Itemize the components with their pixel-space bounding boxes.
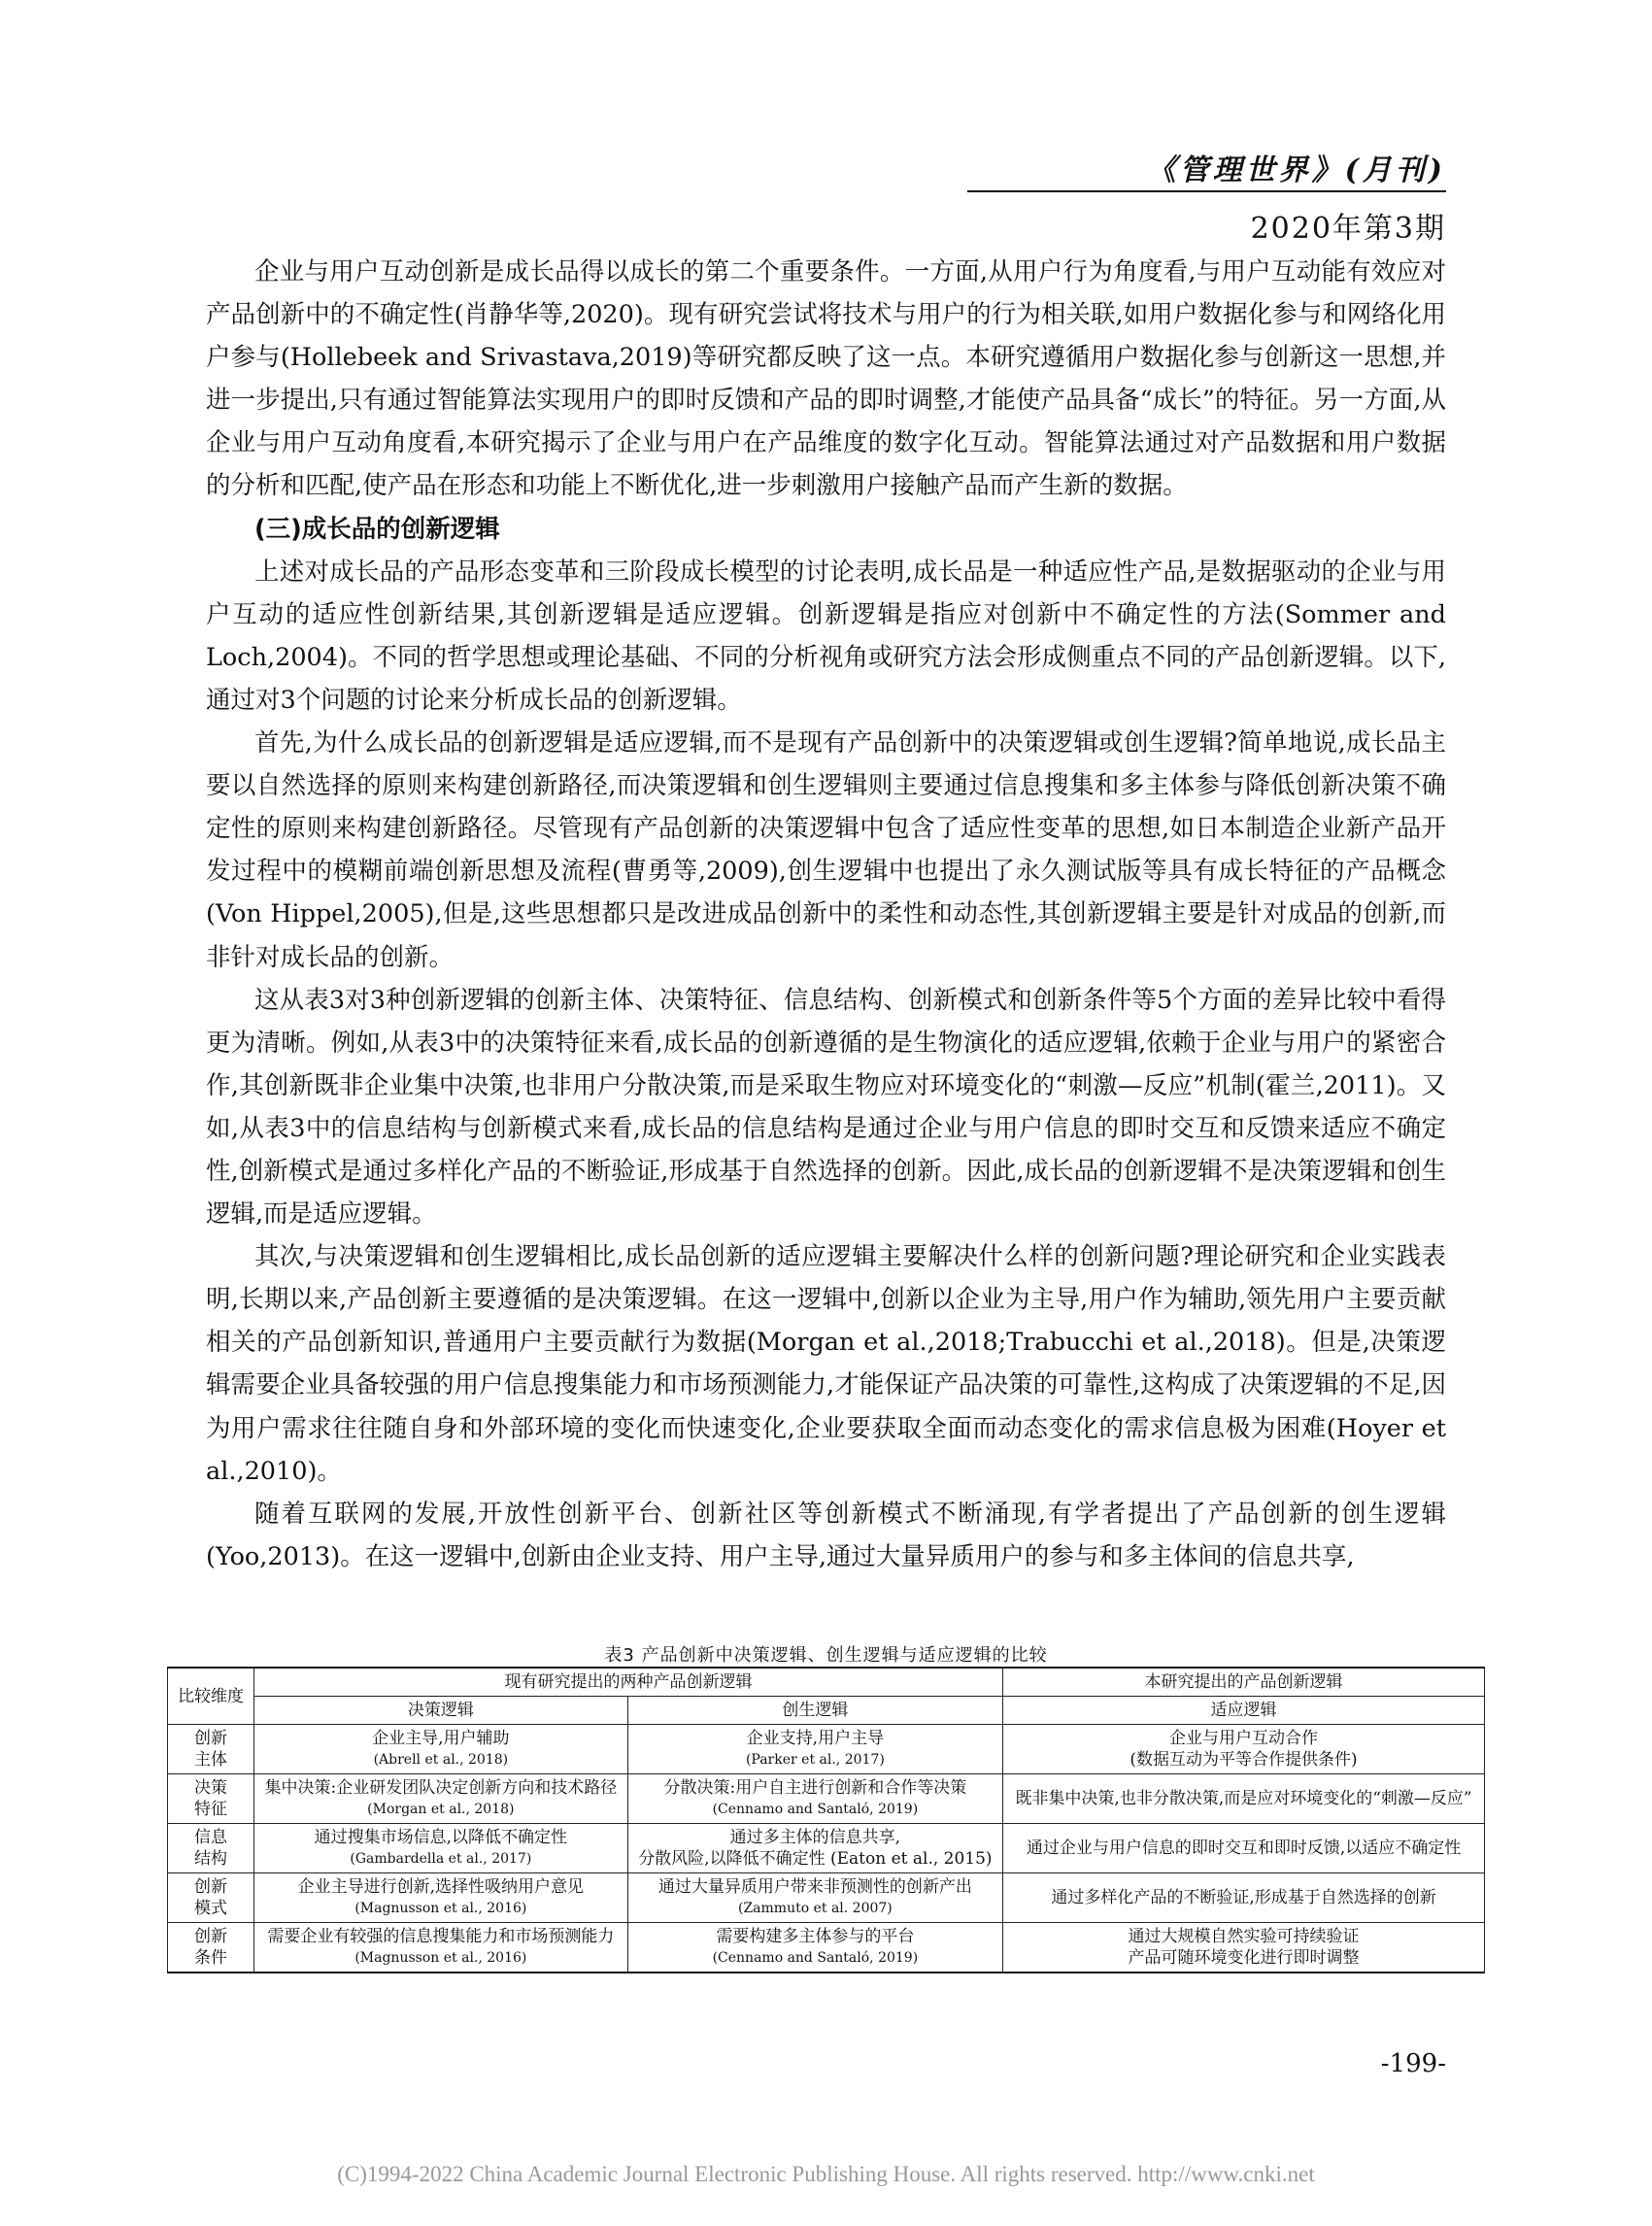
col-header-decision: 决策逻辑 <box>254 1697 628 1725</box>
dim-label: 创新 条件 <box>194 1927 227 1968</box>
adaptive-text: 通过大规模自然实验可持续验证 产品可随环境变化进行即时调整 <box>1128 1927 1360 1968</box>
dim-cell <box>168 1923 254 1973</box>
adaptive-cell <box>1003 1873 1485 1923</box>
decision-text: 企业主导进行创新,选择性吸纳用户意见 <box>297 1877 585 1897</box>
paragraph: 随着互联网的发展,开放性创新平台、创新社区等创新模式不断涌现,有学者提出了产品创新的创生逻辑(Yoo,2013)。在这一逻辑中,创新由企业支持、用户主导,通过大量异质用户的参与和多主体间的信息共享, <box>206 1499 1446 1571</box>
decision-citation: (Magnusson et al., 2016) <box>354 1901 527 1916</box>
adaptive-text: 通过企业与用户信息的即时交互和即时反馈,以适应不确定性 <box>1026 1838 1462 1858</box>
paragraph: 企业与用户互动创新是成长品得以成长的第二个重要条件。一方面,从用户行为角度看,与用户互动能有效应对产品创新中的不确定性(肖静华等,2020)。现有研究尝试将技术与用户的行为相关联,如用户数据化参与和网络化用户参与(Hollebeek and Srivastava,2019)等研究都反映了这一点。本研究遵循用户数据化参与创新这一思想,并进一步提出,只有通过智能算法实现用户的即时反馈和产品的即时调整,才能使产品具备“成长”的特征。另一方面,从企业与用户互动角度看,本研究揭示了企业与用户在产品维度的数字化互动。智能算法通过对产品数据和用户数据的分析和匹配,使产品在形态和功能上不断优化,进一步刺激用户接触产品而产生新的数据。 <box>206 257 1446 501</box>
decision-text: 集中决策:企业研发团队决定创新方向和技术路径 <box>264 1778 618 1798</box>
col-header-adaptive: 适应逻辑 <box>1003 1697 1485 1725</box>
adaptive-text: 通过多样化产品的不断验证,形成基于自然选择的创新 <box>1051 1888 1436 1907</box>
adaptive-cell <box>1003 1923 1485 1973</box>
paragraph: 上述对成长品的产品形态变革和三阶段成长模型的讨论表明,成长品是一种适应性产品,是数据驱动的企业与用户互动的适应性创新结果,其创新逻辑是适应逻辑。创新逻辑是指应对创新中不确定性的方法(Sommer and Loch,2004)。不同的哲学思想或理论基础、不同的分析视角或研究方法会形成侧重点不同的产品创新逻辑。以下,通过对3个问题的讨论来分析成长品的创新逻辑。 <box>206 556 1446 715</box>
adaptive-text: 既非集中决策,也非分散决策,而是应对环境变化的“刺激—反应” <box>1015 1789 1472 1808</box>
decision-citation: (Gambardella et al., 2017) <box>350 1851 532 1867</box>
table-row <box>168 1923 1485 1973</box>
dim-label: 创新 模式 <box>194 1877 227 1918</box>
generative-citation: (Cennamo and Santaló, 2019) <box>712 1802 919 1817</box>
generative-text: 通过多主体的信息共享, 分散风险,以降低不确定性 (Eaton et al., 2015) <box>638 1828 993 1869</box>
dim-cell <box>168 1774 254 1824</box>
table-title: 表3 产品创新中决策逻辑、创生逻辑与适应逻辑的比较 <box>604 1645 1048 1666</box>
decision-citation: (Morgan et al., 2018) <box>367 1802 515 1817</box>
generative-cell <box>627 1923 1002 1973</box>
decision-cell <box>254 1824 628 1873</box>
group-header-this: 本研究提出的产品创新逻辑 <box>1003 1668 1485 1697</box>
journal-title: 《管理世界》(月刊) <box>1146 153 1446 187</box>
section-heading: (三)成长品的创新逻辑 <box>254 514 500 544</box>
paragraph: 首先,为什么成长品的创新逻辑是适应逻辑,而不是现有产品创新中的决策逻辑或创生逻辑?简单地说,成长品主要以自然选择的原则来构建创新路径,而决策逻辑和创生逻辑则主要通过信息搜集和多主体参与降低创新决策不确定性的原则来构建创新路径。尽管现有产品创新的决策逻辑中包含了适应性变革的思想,如日本制造企业新产品开发过程中的模糊前端创新思想及流程(曹勇等,2009),创生逻辑中也提出了永久测试版等具有成长特征的产品概念(Von Hippel,2005),但是,这些思想都只是改进成品创新中的柔性和动态性,其创新逻辑主要是针对成品的创新,而非针对成长品的创新。 <box>206 728 1446 972</box>
body-text <box>206 251 1446 1578</box>
decision-text: 需要企业有较强的信息搜集能力和市场预测能力 <box>267 1927 615 1946</box>
dim-cell <box>168 1824 254 1873</box>
decision-text: 通过搜集市场信息,以降低不确定性 <box>314 1828 568 1847</box>
dim-cell <box>168 1873 254 1923</box>
decision-cell <box>254 1774 628 1824</box>
header-rule <box>967 190 1446 192</box>
generative-cell <box>627 1824 1002 1873</box>
decision-cell <box>254 1923 628 1973</box>
generative-cell <box>627 1873 1002 1923</box>
adaptive-text: 企业与用户互动合作 (数据互动为平等合作提供条件) <box>1129 1729 1358 1770</box>
decision-citation: (Magnusson et al., 2016) <box>354 1950 527 1966</box>
generative-text: 分散决策:用户自主进行创新和合作等决策 <box>663 1778 967 1798</box>
decision-citation: (Abrell et al., 2018) <box>373 1752 509 1768</box>
decision-text: 企业主导,用户辅助 <box>372 1729 510 1748</box>
dim-cell <box>168 1725 254 1774</box>
page-number: -199- <box>1380 2049 1446 2078</box>
table-row <box>168 1725 1485 1774</box>
table-row <box>168 1774 1485 1824</box>
decision-cell <box>254 1725 628 1774</box>
generative-text: 企业支持,用户主导 <box>746 1729 885 1748</box>
group-header-existing: 现有研究提出的两种产品创新逻辑 <box>254 1668 1003 1697</box>
comparison-table <box>167 1667 1485 1973</box>
generative-citation: (Parker et al., 2017) <box>745 1752 885 1768</box>
issue-label: 2020年第3期 <box>1250 212 1446 246</box>
generative-cell <box>627 1774 1002 1824</box>
col-header-generative: 创生逻辑 <box>627 1697 1002 1725</box>
paragraph: 这从表3对3种创新逻辑的创新主体、决策特征、信息结构、创新模式和创新条件等5个方面的差异比较中看得更为清晰。例如,从表3中的决策特征来看,成长品的创新遵循的是生物演化的适应逻辑,依赖于企业与用户的紧密合作,其创新既非企业集中决策,也非用户分散决策,而是采取生物应对环境变化的“刺激—反应”机制(霍兰,2011)。又如,从表3中的信息结构与创新模式来看,成长品的信息结构是通过企业与用户信息的即时交互和反馈来适应不确定性,创新模式是通过多样化产品的不断验证,形成基于自然选择的创新。因此,成长品的创新逻辑不是决策逻辑和创生逻辑,而是适应逻辑。 <box>206 985 1446 1230</box>
dim-label: 决策 特征 <box>194 1778 227 1819</box>
adaptive-cell <box>1003 1824 1485 1873</box>
adaptive-cell <box>1003 1774 1485 1824</box>
generative-citation: (Zammuto et al. 2007) <box>737 1901 893 1916</box>
generative-citation: (Cennamo and Santaló, 2019) <box>712 1950 919 1966</box>
dim-label: 信息 结构 <box>194 1828 227 1869</box>
copyright-footer: (C)1994-2022 China Academic Journal Electronic Publishing House. All rights reserved. http://www.cnki.net <box>337 2162 1315 2186</box>
generative-cell <box>627 1725 1002 1774</box>
dim-label: 创新 主体 <box>194 1729 227 1770</box>
generative-text: 需要构建多主体参与的平台 <box>716 1927 915 1946</box>
table-row <box>168 1873 1485 1923</box>
table-row <box>168 1824 1485 1873</box>
dim-header: 比较维度 <box>168 1668 254 1725</box>
generative-text: 通过大量异质用户带来非预测性的创新产出 <box>657 1877 972 1897</box>
paragraph: 其次,与决策逻辑和创生逻辑相比,成长品创新的适应逻辑主要解决什么样的创新问题?理论研究和企业实践表明,长期以来,产品创新主要遵循的是决策逻辑。在这一逻辑中,创新以企业为主导,用户作为辅助,领先用户主要贡献相关的产品创新知识,普通用户主要贡献行为数据(Morgan et al.,2018;Trabucchi et al.,2018)。但是,决策逻辑需要企业具备较强的用户信息搜集能力和市场预测能力,才能保证产品决策的可靠性,这构成了决策逻辑的不足,因为用户需求往往随自身和外部环境的变化而快速变化,企业要获取全面而动态变化的需求信息极为困难(Hoyer et al.,2010)。 <box>206 1242 1446 1486</box>
decision-cell <box>254 1873 628 1923</box>
adaptive-cell <box>1003 1725 1485 1774</box>
